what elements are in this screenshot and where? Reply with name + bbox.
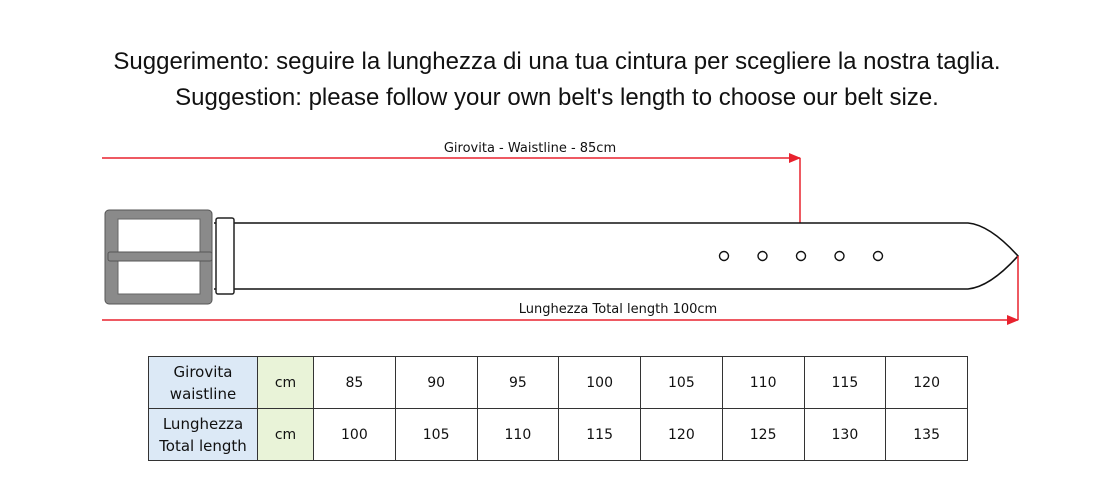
table-row: [149, 409, 968, 461]
belt-hole: [874, 252, 883, 261]
size-value-cell: 115: [804, 357, 886, 409]
belt-strap: [214, 223, 1018, 289]
size-value-cell: 90: [395, 357, 477, 409]
waistline-label: Girovita - Waistline - 85cm: [443, 141, 617, 156]
size-value-cell: 120: [886, 357, 968, 409]
row-label-line1: Girovita: [173, 362, 233, 381]
belt-keeper: [216, 218, 234, 294]
italian-suggestion: Suggerimento: seguire la lunghezza di una tua cintura per scegliere la nostra taglia.: [113, 48, 1001, 75]
belt-hole: [797, 252, 806, 261]
row-label-line2: waistline: [169, 384, 237, 403]
belt-hole: [835, 252, 844, 261]
size-value-cell: 135: [886, 409, 968, 461]
unit-cell: cm: [258, 357, 314, 409]
belt-hole: [758, 252, 767, 261]
row-label: [149, 409, 258, 461]
size-value-cell: 110: [477, 409, 559, 461]
size-value-cell: 105: [395, 409, 477, 461]
total-length-label: Lunghezza Total length 100cm: [518, 302, 718, 317]
row-label-line1: Lunghezza: [162, 414, 244, 433]
size-value-cell: 85: [314, 357, 396, 409]
table-row: [149, 357, 968, 409]
row-label: [149, 357, 258, 409]
size-value-cell: 120: [641, 409, 723, 461]
unit-cell: cm: [258, 409, 314, 461]
belt-buckle: [105, 210, 212, 304]
size-value-cell: 100: [314, 409, 396, 461]
size-value-cell: 125: [722, 409, 804, 461]
size-value-cell: 130: [804, 409, 886, 461]
size-table: [148, 356, 968, 461]
english-suggestion: Suggestion: please follow your own belt's length to choose our belt size.: [175, 84, 939, 111]
size-value-cell: 95: [477, 357, 559, 409]
size-value-cell: 105: [641, 357, 723, 409]
belt-hole: [720, 252, 729, 261]
size-value-cell: 110: [722, 357, 804, 409]
size-value-cell: 115: [559, 409, 641, 461]
size-value-cell: 100: [559, 357, 641, 409]
row-label-line2: Total length: [159, 436, 247, 455]
